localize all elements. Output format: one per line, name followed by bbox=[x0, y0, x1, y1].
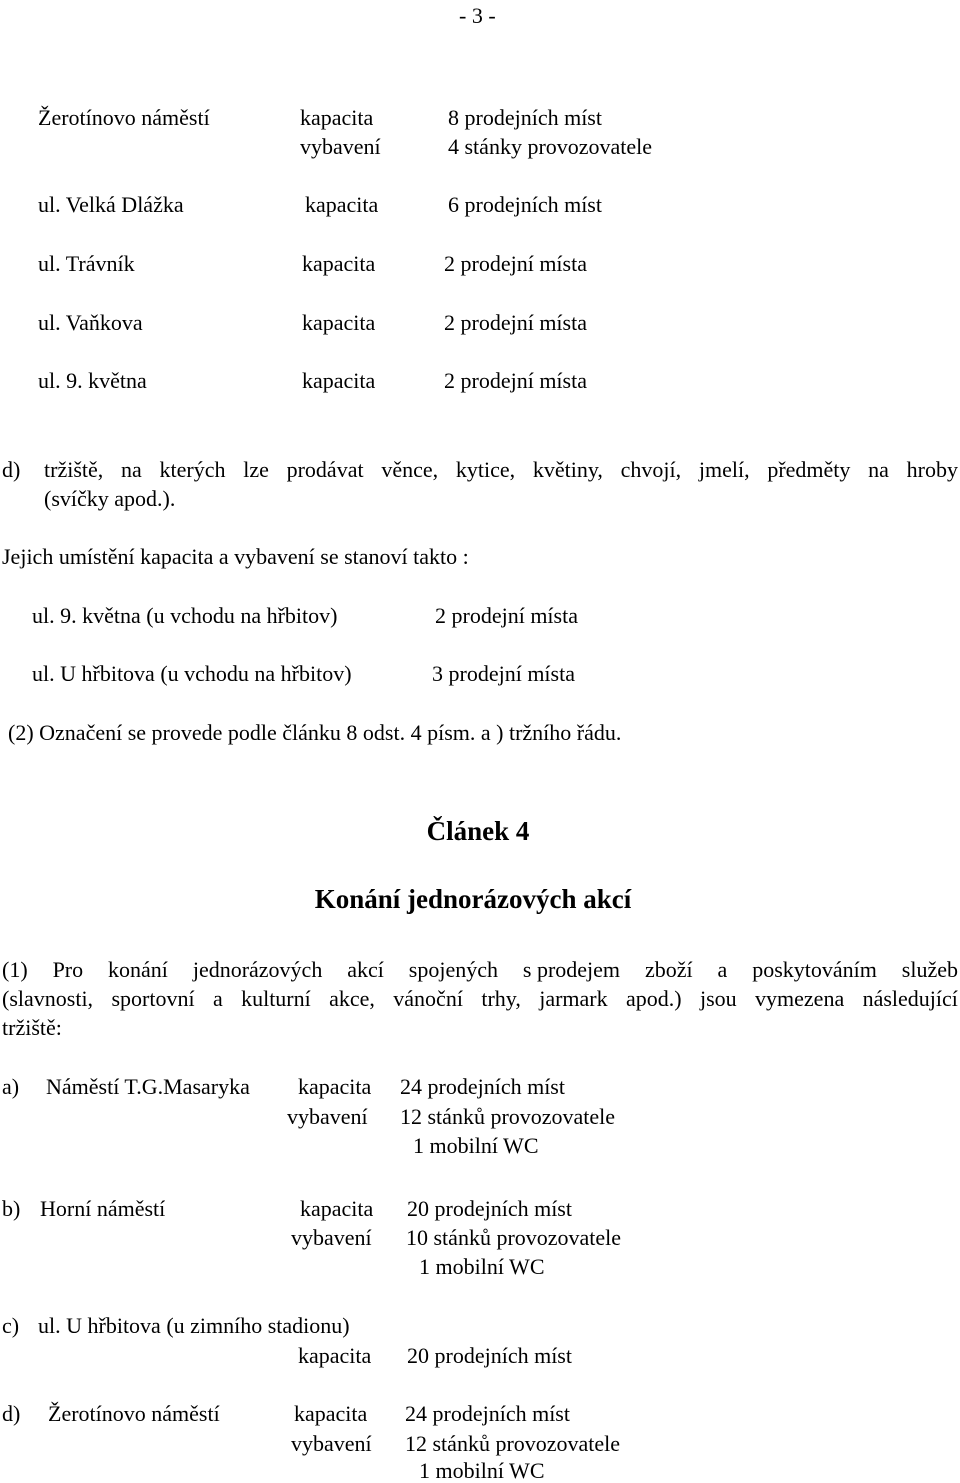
word: konání bbox=[108, 957, 168, 982]
venue-label: kapacita bbox=[300, 1196, 374, 1221]
venue-label: vybavení bbox=[291, 1431, 372, 1456]
market-label: vybavení bbox=[300, 134, 381, 159]
word: sportovní bbox=[111, 986, 195, 1011]
venue-place: Náměstí T.G.Masaryka bbox=[46, 1074, 250, 1099]
market-place: Žerotínovo náměstí bbox=[38, 105, 210, 130]
page-number: - 3 - bbox=[459, 3, 496, 28]
venue-place: ul. U hřbitova (u zimního stadionu) bbox=[38, 1313, 350, 1338]
venue-marker: a) bbox=[2, 1074, 20, 1099]
word: akce, bbox=[329, 986, 375, 1011]
word: následující bbox=[862, 986, 958, 1011]
word: akcí bbox=[347, 957, 384, 982]
cemetery-place: ul. 9. května (u vchodu na hřbitov) bbox=[32, 603, 338, 628]
venue-label: kapacita bbox=[298, 1343, 372, 1368]
market-value: 6 prodejních míst bbox=[448, 192, 602, 217]
market-label: kapacita bbox=[302, 368, 376, 393]
market-label: kapacita bbox=[300, 105, 374, 130]
venue-value: 12 stánků provozovatele bbox=[405, 1431, 621, 1456]
word: poskytováním bbox=[752, 957, 877, 982]
venue-value: 1 mobilní WC bbox=[413, 1133, 539, 1158]
venue-value: 10 stánků provozovatele bbox=[406, 1225, 622, 1250]
word: vánoční bbox=[393, 986, 463, 1011]
market-value: 8 prodejních míst bbox=[448, 105, 602, 130]
venue-place: Žerotínovo náměstí bbox=[48, 1401, 220, 1426]
word: apod.) bbox=[626, 986, 682, 1011]
venue-marker: d) bbox=[2, 1401, 21, 1426]
word: služeb bbox=[901, 957, 958, 982]
venue-marker: c) bbox=[2, 1313, 20, 1338]
word: spojených bbox=[408, 957, 498, 982]
venue-value: 20 prodejních míst bbox=[407, 1196, 572, 1221]
venue-value: 12 stánků provozovatele bbox=[400, 1104, 616, 1129]
market-value: 4 stánky provozovatele bbox=[448, 134, 653, 159]
section-d-intro: Jejich umístění kapacita a vybavení se stanoví takto : bbox=[2, 544, 469, 569]
cemetery-value: 3 prodejní místa bbox=[432, 661, 575, 686]
venue-value: 20 prodejních míst bbox=[407, 1343, 572, 1368]
word: (1) bbox=[2, 957, 28, 982]
venue-label: kapacita bbox=[294, 1401, 368, 1426]
section-d-text-line: tržiště, na kterých lze prodávat věnce, kytice, květiny, chvojí, jmelí, předměty na hroby bbox=[44, 457, 958, 482]
market-value: 2 prodejní místa bbox=[444, 368, 587, 393]
venue-place: Horní náměstí bbox=[40, 1196, 166, 1221]
venue-value: 24 prodejních míst bbox=[405, 1401, 570, 1426]
section-marker: d) bbox=[2, 457, 21, 482]
venue-value: 1 mobilní WC bbox=[419, 1458, 545, 1483]
word: a bbox=[717, 957, 728, 982]
paragraph-line bbox=[2, 988, 958, 1010]
venue-label: vybavení bbox=[291, 1225, 372, 1250]
market-place: ul. Velká Dlážka bbox=[38, 192, 184, 217]
word: jsou bbox=[699, 986, 737, 1011]
market-label: kapacita bbox=[302, 251, 376, 276]
venue-value: 1 mobilní WC bbox=[419, 1254, 545, 1279]
word: jednorázových bbox=[192, 957, 323, 982]
word: (slavnosti, bbox=[2, 986, 94, 1011]
venue-value: 24 prodejních míst bbox=[400, 1074, 565, 1099]
market-value: 2 prodejní místa bbox=[444, 310, 587, 335]
section-d-text-line: (svíčky apod.). bbox=[44, 486, 176, 511]
market-place: ul. Vaňkova bbox=[38, 310, 143, 335]
word: zboží bbox=[644, 957, 693, 982]
venue-marker: b) bbox=[2, 1196, 21, 1221]
market-place: ul. 9. května bbox=[38, 368, 147, 393]
market-place: ul. Trávník bbox=[38, 251, 135, 276]
word: jarmark bbox=[539, 986, 608, 1011]
word: a bbox=[212, 986, 223, 1011]
word: trhy, bbox=[481, 986, 521, 1011]
market-label: kapacita bbox=[305, 192, 379, 217]
article-heading: Článek 4 bbox=[426, 816, 530, 846]
venue-label: vybavení bbox=[287, 1104, 368, 1129]
cemetery-value: 2 prodejní místa bbox=[435, 603, 578, 628]
word: vymezena bbox=[755, 986, 845, 1011]
paragraph-line: tržiště: bbox=[2, 1015, 62, 1040]
word: s prodejem bbox=[522, 957, 621, 982]
venue-label: kapacita bbox=[298, 1074, 372, 1099]
marking-note: (2) Označení se provede podle článku 8 odst. 4 písm. a ) tržního řádu. bbox=[8, 720, 622, 745]
paragraph-line bbox=[2, 959, 958, 981]
word: kulturní bbox=[241, 986, 311, 1011]
cemetery-place: ul. U hřbitova (u vchodu na hřbitov) bbox=[32, 661, 352, 686]
market-label: kapacita bbox=[302, 310, 376, 335]
word: Pro bbox=[52, 957, 84, 982]
article-subheading: Konání jednorázových akcí bbox=[314, 884, 632, 914]
market-value: 2 prodejní místa bbox=[444, 251, 587, 276]
